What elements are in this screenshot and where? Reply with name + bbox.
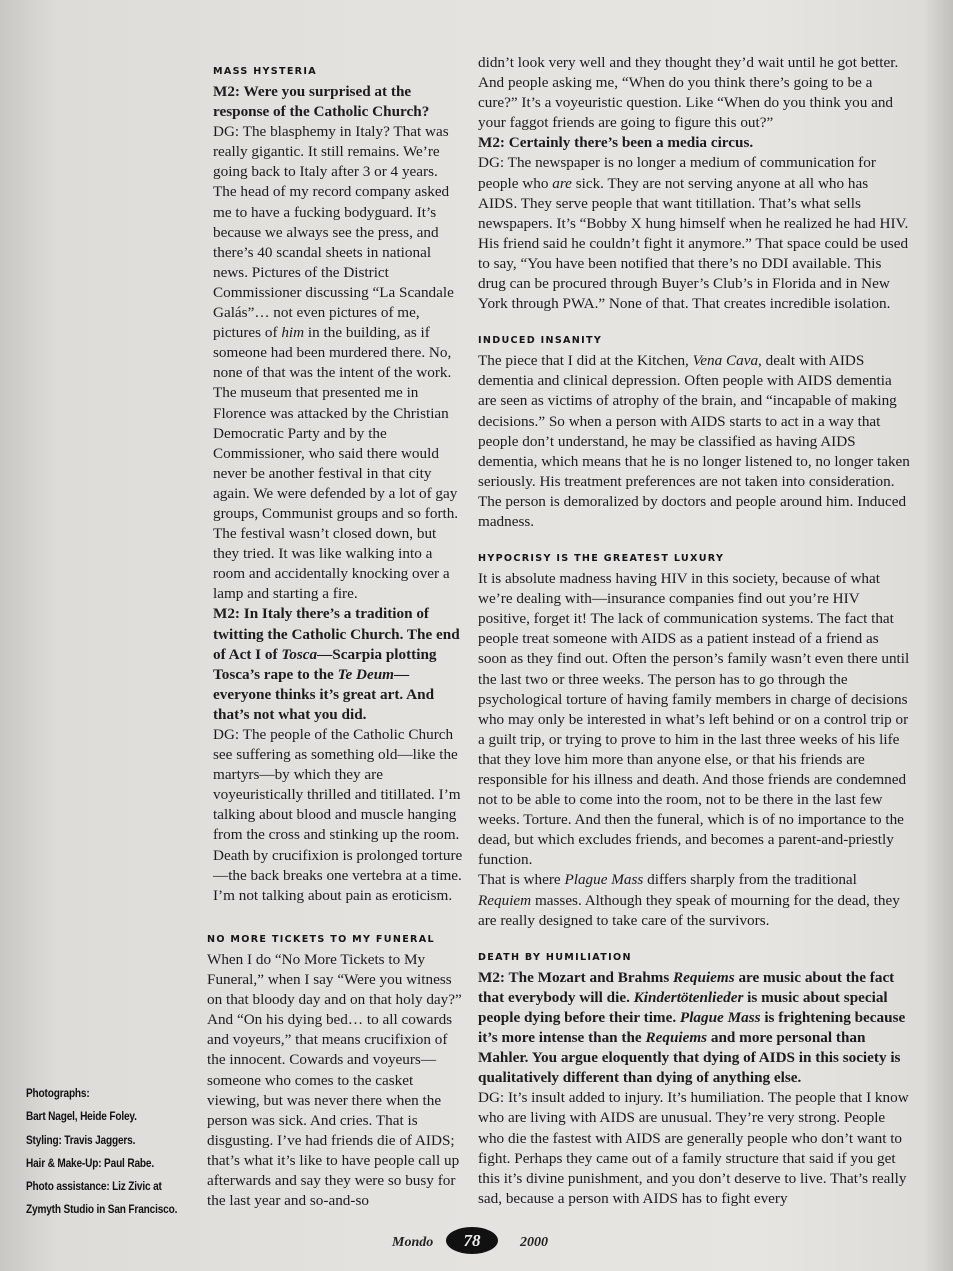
interview-answer: didn’t look very well and they thought they’d wait until he got better. And people asking me, “When do you think there’s going to be a cure?” It’s a voyeuristic question. Like “When do you think you and your faggot friends are going to figure this out?” [478,54,899,132]
page-footer [380,1227,570,1257]
section-gap [478,931,910,947]
section-heading-no-more-tickets: NO MORE TICKETS TO MY FUNERAL [207,934,435,945]
interview-question: M2: The Mozart and Brahms Requiems are music about the fact that everybody will die. Kindertötenlieder is music about special people dying before their time. Plague Mass is frightening because it’s more intense than the Requiems and more personal than Mahler. You argue eloquently that dying of AIDS in this society is qualitatively different than dying of anything else. [478,968,906,1087]
interview-answer: DG: It’s insult added to injury. It’s humiliation. The people that I know who are living with AIDS are unusual. They’re very strong. People who die the fastest with AIDS are generally people who don’t want to fight. Perhaps they came out of a family structure that said if you get this it’s divine punishment, and you don’t deserve to live. That’s really sad, because a person with AIDS has to fight every [478,1089,909,1207]
interview-question: M2: Certainly there’s been a media circus. [478,134,754,152]
interview-answer: DG: The people of the Catholic Church see suffering as something old—like the martyrs—by which they are voyeuristically thrilled and titillated. I’m talking about blood and muscle hanging from the cross and stinking up the room. Death by crucifixion is prolonged torture—the back breaks one vertebra at a time. I’m not talking about pain as eroticism. [213,726,463,904]
section-heading-hypocrisy: HYPOCRISY IS THE GREATEST LUXURY [478,553,725,565]
credit-line: Styling: Travis Jaggers. [26,1132,136,1147]
section-gap [478,314,910,330]
interview-question: M2: Were you surprised at the response of the Catholic Church? [213,83,430,121]
interview-answer: DG: The newspaper is no longer a medium of communication for people who are sick. They are not serving anyone at all who has AIDS. They serve people that want titillation. That’s what sells newspapers. It’s “Bobby X hung himself when he realized he had HIV. His friend said he couldn’t fight it anymore.” That space could be used to say, “You have been notified that there’s no DDI available. This drug can be procured through Buyer’s Club’s in Florida and in New York through PWA.” None of that. That creates incredible isolation. [478,154,909,313]
section-heading-induced-insanity: INDUCED INSANITY [478,335,603,347]
issue-year: 2000 [520,1235,548,1250]
photo-credits [26,1082,178,1222]
magazine-name: Mondo [392,1235,434,1250]
body-paragraph: It is absolute madness having HIV in this society, because of what we’re dealing with—insurance companies find out you’re HIV positive, forget it! The lack of communication systems. The fact that people treat someone with AIDS as a patient instead of a friend as soon as they find out. Often the person’s family wasn’t even there until the last two or three weeks. The person has to go through the psychological torture of having family members in charge of decisions who may only be interested in what’s left behind or on a control trip or a guilt trip, or trying to prove to him in the last three weeks of his life that they love him more than anyone else, or that his friends are responsible for his illness and death. And those friends are condemned not to be able to come into the room, not to be there in the last few weeks. Torture. And then the funeral, which is of no importance to the dead, but which excludes friends, and becomes a parent-and-priestly function. [478,570,910,869]
interview-question: M2: In Italy there’s a tradition of twitting the Catholic Church. The end of Act I of Tosca—Scarpia plotting Tosca’s rape to the Te Deum—everyone thinks it’s great art. And that’s not what you did. [213,605,460,723]
credit-line: Bart Nagel, Heide Foley. [26,1109,137,1124]
page-spine-shadow [923,0,953,1271]
section-gap [478,532,910,548]
credit-line: Hair & Make-Up: Paul Rabe. [26,1155,154,1170]
section-heading-death-by-humiliation: DEATH BY HUMILIATION [478,951,632,963]
interview-answer: When I do “No More Tickets to My Funeral,” when I say “Were you witness on that bloody day and on that holy day?” And “On his dying bed… to all cowards and voyeurs,” that means crucifixion of the innocent. Cowards and voyeurs—someone who comes to the casket viewing, but was never there when the person was sick. And cries. That is disgusting. I’ve had friends die of AIDS; that’s what it’s like to have people call up afterwards and say they were so busy for the last year and so-and-so [207,951,462,1210]
column-left [213,61,463,906]
column-left-lower [207,929,465,1211]
body-paragraph: That is where Plague Mass differs sharply from the traditional Requiem masses. Although they speak of mourning for the dead, they are really designed to take care of the survivors. [478,871,900,929]
page-number-badge: 78 [446,1227,498,1254]
section-heading-mass-hysteria: MASS HYSTERIA [213,66,317,77]
body-paragraph: The piece that I did at the Kitchen, Vena Cava, dealt with AIDS dementia and clinical depression. Often people with AIDS dementia are seen as victims of atrophy of the brain, and “incapable of making decisions.” So when a person with AIDS starts to act in a way that people don’t understand, he may be classified as having AIDS dementia, which means that he is no longer listened to, no longer taken seriously. His treatment preferences are not taken into consideration. The person is demoralized by doctors and people around him. Induced madness. [478,352,910,530]
credit-line: Photographs: [26,1086,90,1100]
column-right [478,53,910,1209]
credit-line: Photo assistance: Liz Zivic at [26,1179,162,1194]
credit-line: Zymyth Studio in San Francisco. [26,1202,178,1217]
interview-answer: DG: The blasphemy in Italy? That was really gigantic. It still remains. We’re going back to Italy after 3 or 4 years. The head of my record company asked me to have a fucking bodyguard. It’s because we always see the press, and there’s 40 scandal sheets in national news. Pictures of the District Commissioner discussing “La Scandale Galás”… not even pictures of me, pictures of him in the building, as if someone had been murdered there. No, none of that was the intent of the work. The museum that presented me in Florence was attacked by the Christian Democratic Party and by the Commissioner, who said there would never be another festival in that city again. We were defended by a lot of gay groups, Communist groups and so forth. The festival wasn’t closed down, but they tried. It was like walking into a room and accidentally knocking over a lamp and starting a fire. [213,123,459,603]
